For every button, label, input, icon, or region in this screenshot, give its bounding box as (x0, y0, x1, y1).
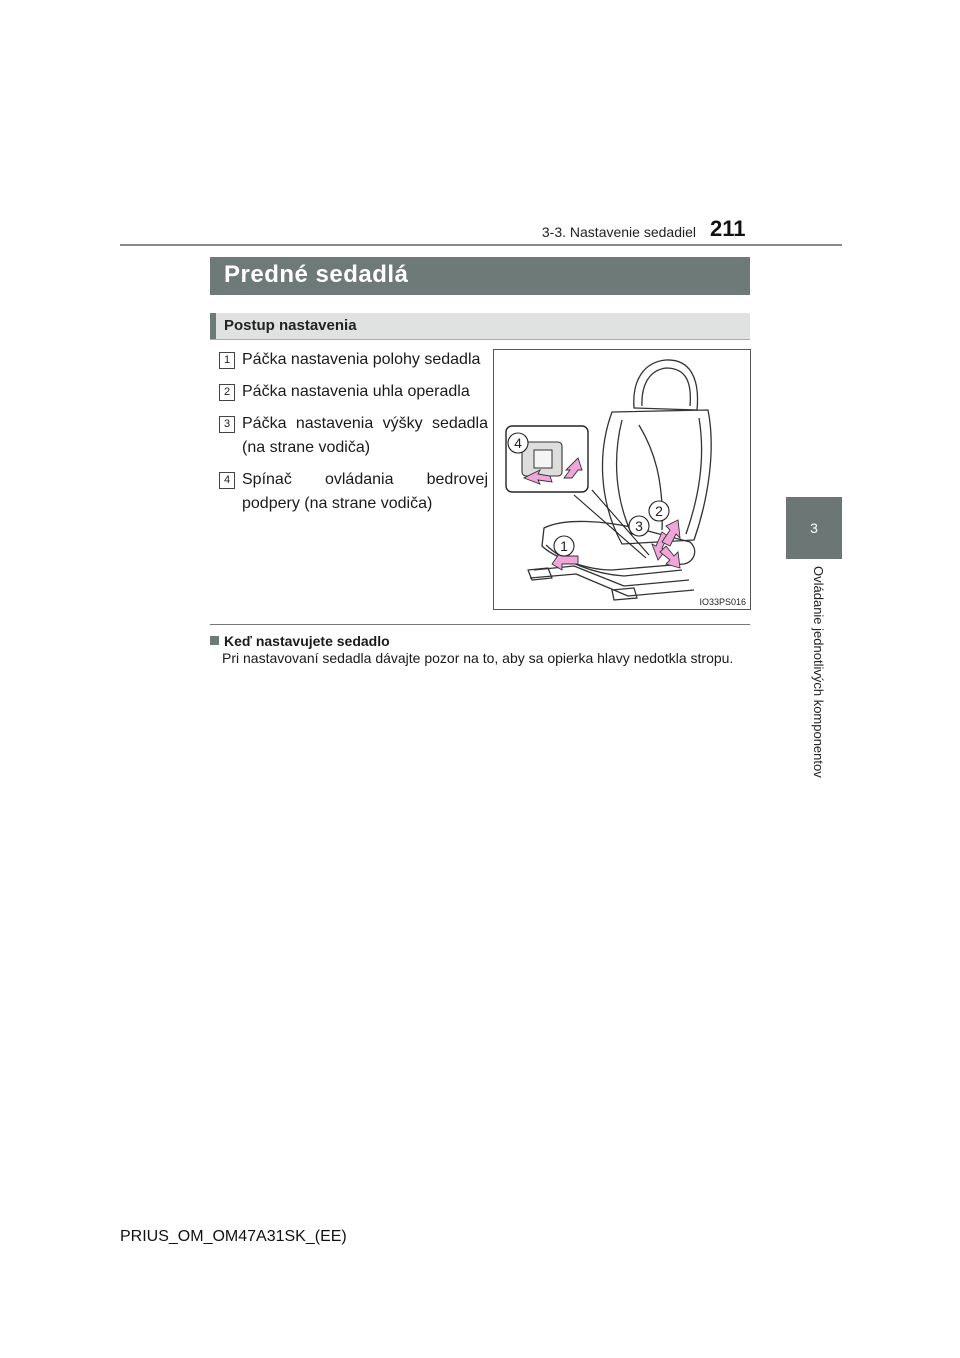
list-item (210, 412, 488, 460)
item-text: Páčka nastavenia výšky sedadla (na strane vodiča) (242, 415, 488, 456)
callout-2: 2 (655, 503, 663, 519)
item-number: 1 (219, 352, 235, 369)
headrest-inner (642, 368, 690, 406)
item-number: 2 (219, 384, 235, 401)
chapter-title: Ovládanie jednotlivých komponentov (811, 566, 826, 778)
backrest-inner-right (686, 418, 702, 534)
lumbar-switch-button (534, 450, 552, 468)
backrest-inner-left (617, 420, 632, 535)
header-rule (120, 244, 842, 246)
note-heading-row (210, 632, 750, 650)
seat-illustration (493, 349, 751, 610)
note-block (210, 632, 750, 667)
section-rule (210, 624, 750, 625)
list-item (210, 380, 488, 404)
list-item (210, 468, 488, 516)
backrest-outline (603, 410, 712, 544)
note-body: Pri nastavovaní sedadla dávajte pozor na to, aby sa opierka hlavy nedotkla stropu. (222, 650, 734, 666)
arrow-recline (662, 520, 680, 546)
square-bullet-icon (210, 636, 219, 645)
item-text: Spínač ovládania bedrovej podpery (na strane vodiča) (242, 471, 488, 512)
title-bar (210, 257, 750, 295)
item-text: Páčka nastavenia uhla operadla (242, 383, 470, 400)
item-list (210, 348, 488, 524)
page-title: Predné sedadlá (224, 261, 409, 288)
callout-3: 3 (635, 518, 643, 534)
arrow-recline-down (660, 546, 680, 568)
subtitle-bar (210, 313, 750, 340)
page-number: 211 (710, 216, 746, 241)
callout-1: 1 (560, 538, 568, 554)
item-text: Páčka nastavenia polohy sedadla (242, 351, 481, 368)
item-number: 4 (219, 472, 235, 489)
seat-drawing (494, 350, 750, 609)
item-number: 3 (219, 416, 235, 433)
note-heading: Keď nastavujete sedadlo (224, 633, 390, 649)
subtitle-accent (210, 313, 216, 339)
list-item (210, 348, 488, 372)
document-code: PRIUS_OM_OM47A31SK_(EE) (120, 1228, 347, 1245)
subtitle: Postup nastavenia (224, 317, 357, 334)
section-title: 3-3. Nastavenie sedadiel (541, 224, 696, 240)
figure-code: IO33PS016 (699, 597, 746, 607)
chapter-tab: 3 (786, 497, 842, 559)
callout-4: 4 (514, 435, 522, 451)
